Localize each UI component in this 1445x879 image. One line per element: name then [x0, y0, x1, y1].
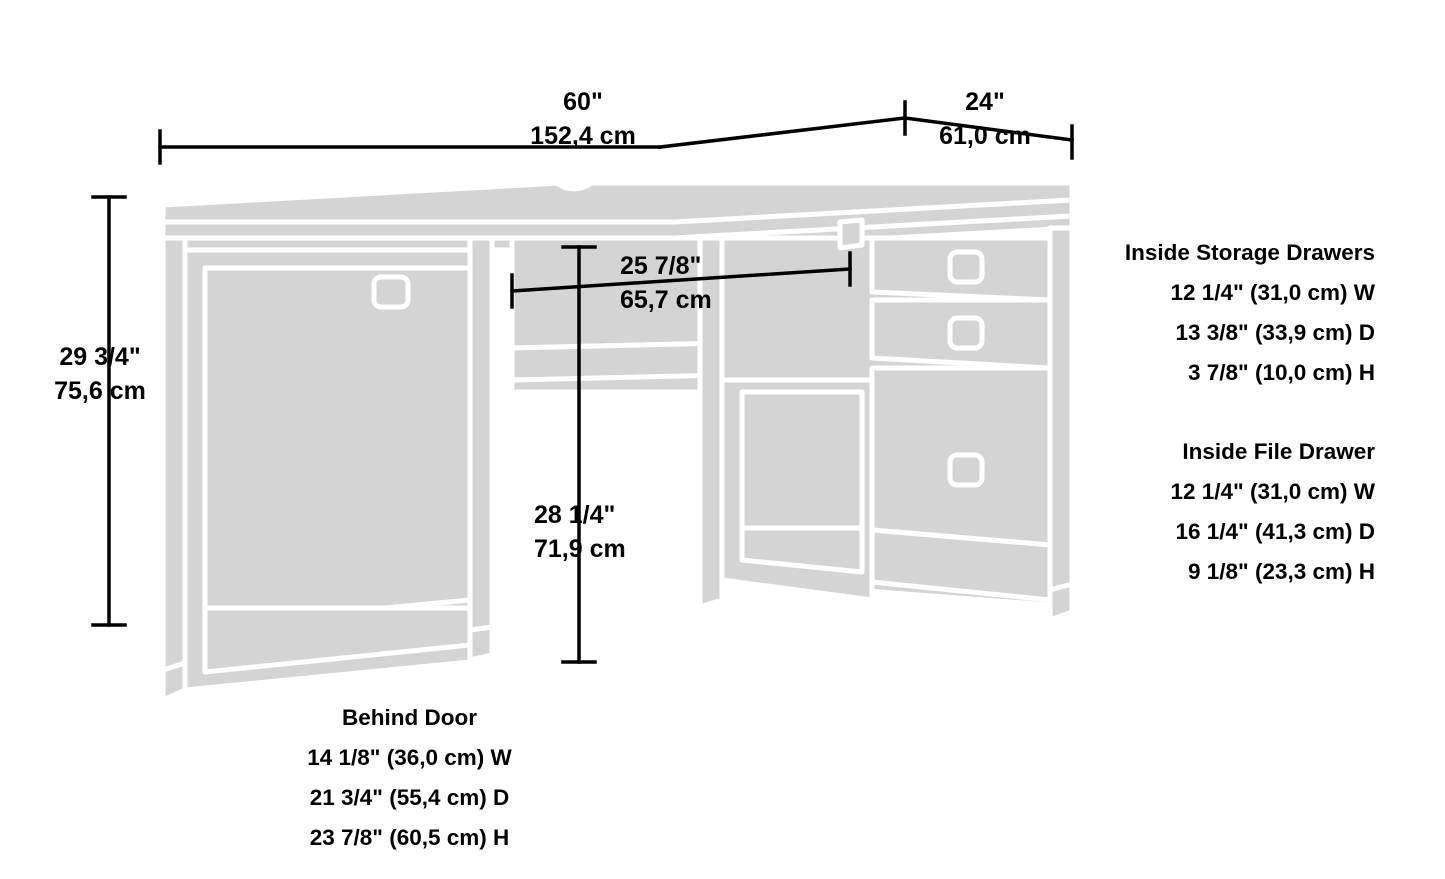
- width-imperial: 60": [563, 88, 603, 116]
- file-drawer-title: Inside File Drawer: [1182, 439, 1375, 464]
- width-dimension-label: [493, 86, 673, 154]
- depth-dimension-label: [900, 86, 1070, 154]
- depth-imperial: 24": [965, 88, 1005, 116]
- clearance-height-imperial: 28 1/4": [534, 501, 616, 529]
- file-drawer-depth: 16 1/4" (41,3 cm) D: [1175, 519, 1375, 545]
- opening-width-imperial: 25 7/8": [620, 252, 702, 280]
- file-drawer-height: 9 1/8" (23,3 cm) H: [1187, 559, 1375, 585]
- left-front-leg: [163, 238, 185, 700]
- behind-door-title: Behind Door: [342, 705, 477, 730]
- storage-drawers-spec: [1060, 233, 1375, 393]
- back-leg-hint: [840, 220, 862, 248]
- height-metric: 75,6 cm: [54, 376, 146, 405]
- behind-door-width: 14 1/8" (36,0 cm) W: [307, 745, 512, 771]
- opening-width-metric: 65,7 cm: [620, 285, 712, 314]
- clearance-height-metric: 71,9 cm: [534, 534, 626, 563]
- height-imperial: 29 3/4": [59, 343, 141, 371]
- file-drawer-spec: [1060, 432, 1375, 592]
- behind-door-spec: [232, 698, 587, 858]
- drawer-file-handle: [950, 455, 982, 485]
- storage-drawers-height: 3 7/8" (10,0 cm) H: [1187, 360, 1375, 386]
- left-pedestal-door: [205, 268, 470, 625]
- width-metric: 152,4 cm: [530, 121, 636, 150]
- left-front-foot: [163, 663, 185, 700]
- desk-illustration: [163, 183, 1072, 700]
- left-inner-leg: [470, 238, 492, 660]
- file-drawer-width: 12 1/4" (31,0 cm) W: [1170, 479, 1375, 505]
- storage-drawers-width: 12 1/4" (31,0 cm) W: [1170, 280, 1375, 306]
- drawer-middle-handle: [950, 318, 982, 348]
- opening-width-label: [620, 250, 712, 318]
- left-inner-foot: [470, 627, 492, 660]
- depth-metric: 61,0 cm: [939, 121, 1031, 150]
- left-door-handle: [374, 277, 408, 307]
- width-leader: [660, 118, 905, 147]
- behind-door-depth: 21 3/4" (55,4 cm) D: [309, 785, 510, 811]
- storage-drawers-title: Inside Storage Drawers: [1124, 240, 1375, 265]
- clearance-height-label: [534, 499, 626, 567]
- height-dimension-label: [25, 341, 175, 409]
- drawer-top-handle: [950, 252, 982, 282]
- behind-door-height: 23 7/8" (60,5 cm) H: [309, 825, 510, 851]
- storage-drawers-depth: 13 3/8" (33,9 cm) D: [1175, 320, 1375, 346]
